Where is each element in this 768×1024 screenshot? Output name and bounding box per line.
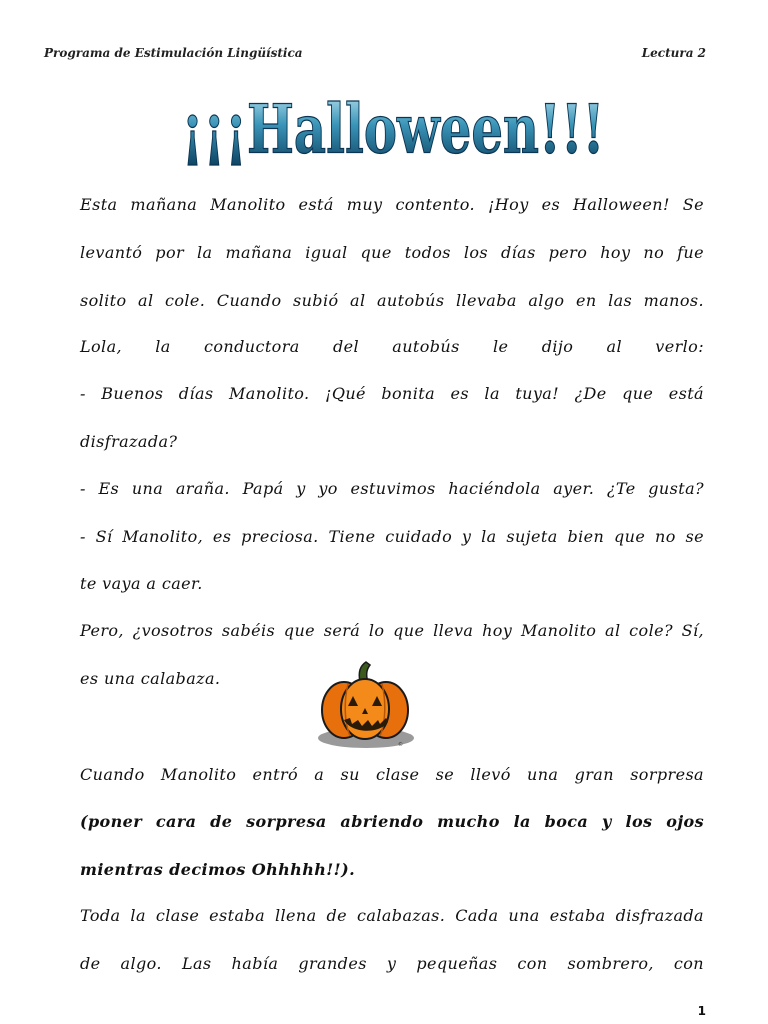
svg-text:©: ©	[398, 742, 403, 748]
text-line: Lola, la conductora del autobús le dijo al verlo:	[80, 337, 704, 356]
text-line: - Buenos días Manolito. ¡Qué bonita es la tuya! ¿De que está	[80, 384, 704, 403]
page-number: 1	[697, 1004, 706, 1018]
text-line: - Sí Manolito, es preciosa. Tiene cuidado y la sujeta bien que no se	[80, 527, 704, 546]
text-line: disfrazada?	[80, 432, 178, 451]
text-line-instruction: (poner cara de sorpresa abriendo mucho la boca y los ojos	[80, 812, 704, 831]
text-line: de algo. Las había grandes y pequeñas con sombrero, con	[80, 954, 704, 973]
text-line: levantó por la mañana igual que todos los días pero hoy no fue	[80, 243, 704, 262]
text-line: Esta mañana Manolito está muy contento. ¡Hoy es Halloween! Se	[80, 195, 704, 214]
text-line: Pero, ¿vosotros sabéis que será lo que lleva hoy Manolito al cole? Sí,	[80, 621, 704, 640]
title-text: ¡¡¡Halloween!!!	[181, 88, 605, 169]
text-line: es una calabaza.	[80, 669, 221, 688]
text-line: - Es una araña. Papá y yo estuvimos haciéndola ayer. ¿Te gusta?	[80, 479, 704, 498]
text-line: solito al cole. Cuando subió al autobús llevaba algo en las manos.	[80, 291, 704, 310]
halloween-title-wordart	[181, 78, 605, 169]
header-reading-number: Lectura 2	[641, 46, 706, 60]
text-line: Cuando Manolito entró a su clase se llevó una gran sorpresa	[80, 765, 704, 784]
header-program-title: Programa de Estimulación Lingüística	[44, 46, 303, 60]
jack-o-lantern-icon	[314, 660, 416, 752]
text-line: Toda la clase estaba llena de calabazas. Cada una estaba disfrazada	[80, 906, 704, 925]
text-line: te vaya a caer.	[80, 574, 203, 593]
text-line-instruction: mientras decimos Ohhhhh!!).	[80, 860, 356, 879]
